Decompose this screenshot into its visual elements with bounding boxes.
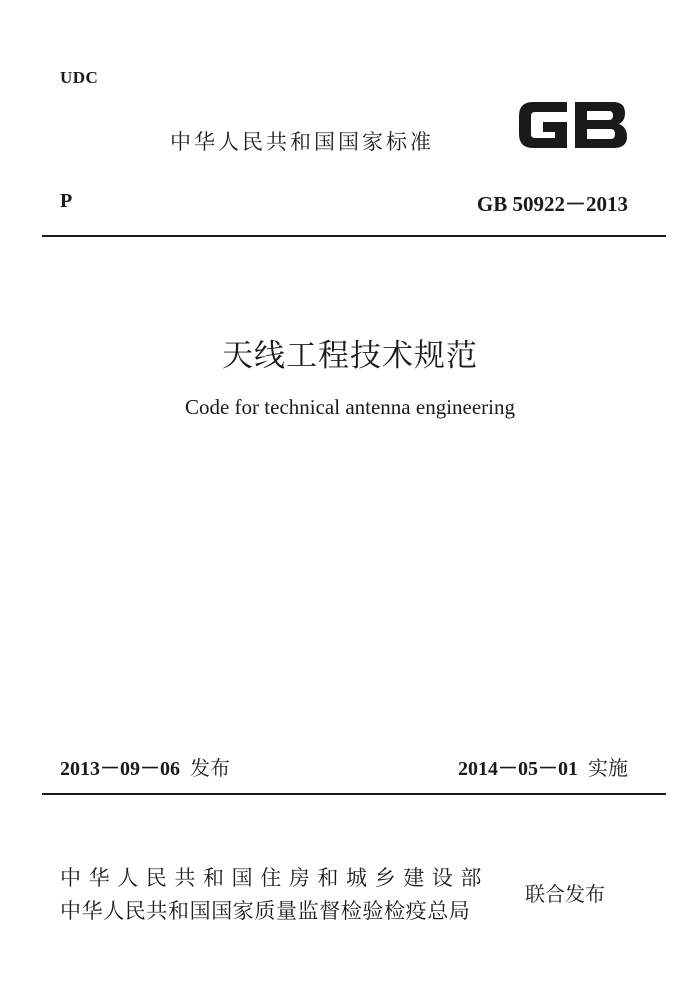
udc-label: UDC — [60, 68, 99, 87]
implementation-date: 2014－05－01 — [458, 758, 578, 780]
issue-date-line — [60, 752, 230, 781]
standard-number: GB 50922－2013 — [476, 192, 628, 216]
issue-date: 2013－09－06 — [60, 758, 180, 780]
title-chinese: 天线工程技术规范 — [222, 338, 478, 374]
classification-code: P — [60, 190, 73, 212]
bottom-divider — [42, 793, 666, 795]
gb-logo — [513, 94, 631, 156]
implementation-label: 实施 — [588, 756, 628, 780]
top-divider — [42, 235, 666, 237]
title-english: Code for technical antenna engineering — [184, 395, 516, 419]
issuer-ministry: 中华人民共和国住房和城乡建设部 — [60, 866, 489, 890]
issuer-administration: 中华人民共和国国家质量监督检验检疫总局 — [60, 899, 471, 923]
national-standard-heading: 中华人民共和国国家标准 — [170, 130, 434, 154]
joint-issue-label: 联合发布 — [525, 882, 605, 906]
issue-label: 发布 — [190, 756, 230, 780]
implementation-date-line — [458, 752, 628, 781]
